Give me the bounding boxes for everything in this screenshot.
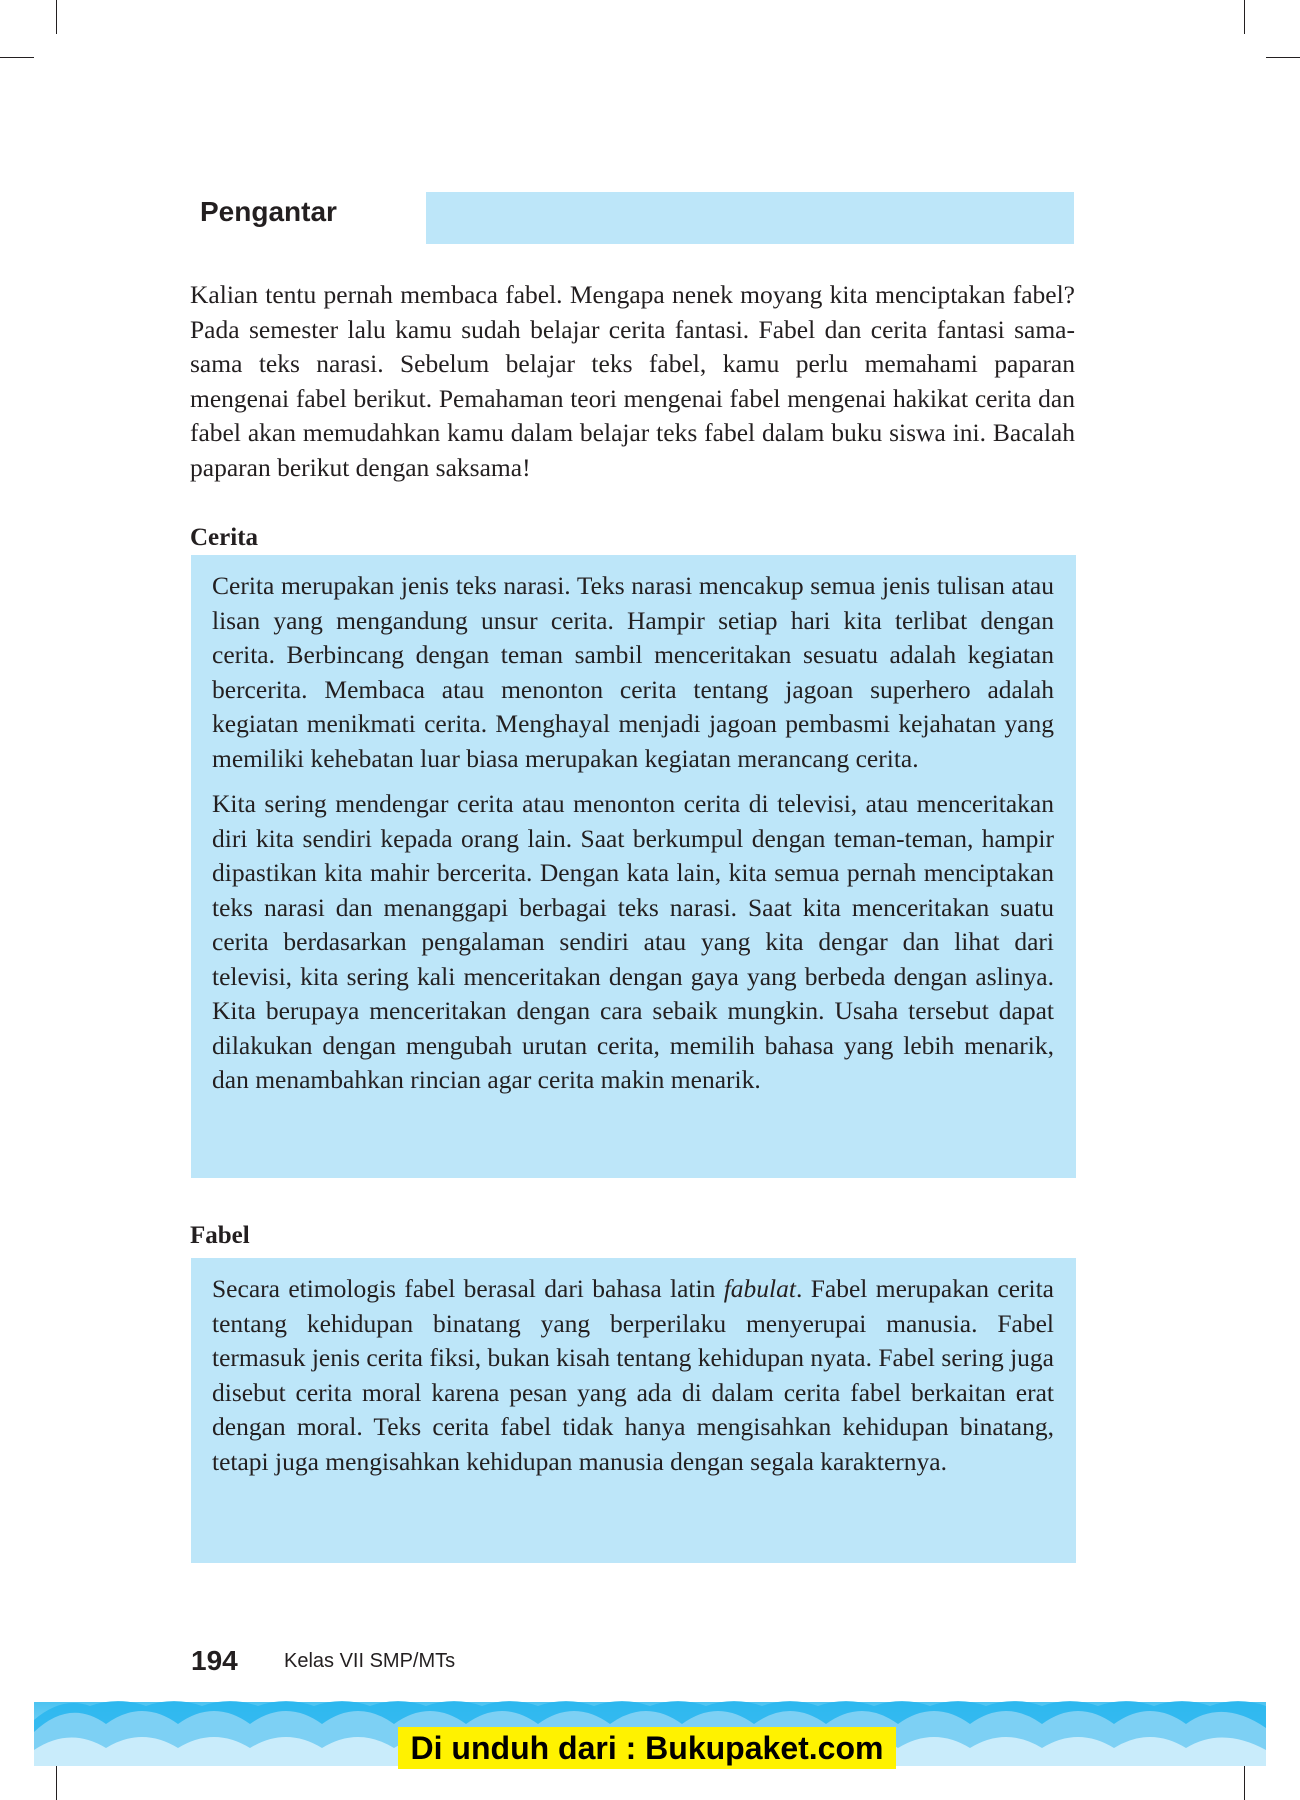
page-number: 194 <box>191 1645 238 1676</box>
crop-mark-bottom-left-v <box>56 1766 57 1800</box>
book-title: Kelas VII SMP/MTs <box>284 1650 456 1672</box>
heading-bar <box>426 192 1074 244</box>
cerita-paragraph-2: Kita sering mendengar cerita atau menonton cerita di televisi, atau menceritakan diri kita sendiri kepada orang lain. Saat berkumpul dengan teman-teman, hampir dipastikan kita mahir bercerita. Dengan kata lain, kita semua pernah menciptakan teks narasi dan menanggapi berbagai teks narasi. Saat kita menceritakan suatu cerita berdasarkan pengalaman sendiri atau yang kita dengar dan lihat dari televisi, kita sering kali menceritakan dengan gaya yang berbeda dengan aslinya. Kita berupaya menceritakan dengan cara sebaik mungkin. Usaha tersebut dapat dilakukan dengan mengubah urutan cerita, memilih bahasa yang lebih menarik, dan menambahkan rincian agar cerita makin menarik. <box>212 789 1054 1094</box>
crop-mark-bottom-right-v <box>1244 1766 1245 1800</box>
cerita-heading: Cerita <box>190 524 259 551</box>
download-watermark[interactable]: Di unduh dari : Bukupaket.com <box>398 1727 896 1769</box>
crop-mark-top-left-h <box>0 57 34 58</box>
crop-mark-top-left-v <box>56 0 57 34</box>
fabel-heading: Fabel <box>190 1222 250 1249</box>
section-heading <box>190 190 1074 244</box>
cerita-box <box>191 555 1076 1178</box>
crop-mark-top-right-v <box>1244 0 1245 34</box>
fabel-box <box>191 1258 1076 1563</box>
fabel-latin-term: fabulat <box>723 1274 796 1303</box>
fabel-text-before: Secara etimologis fabel berasal dari bahasa latin <box>212 1274 724 1303</box>
fabel-text-after: . Fabel merupakan cerita tentang kehidupan binatang yang berperilaku menyerupai manusia. Fabel termasuk jenis cerita fiksi, bukan kisah tentang kehidupan nyata. Fabel sering juga disebut cerita moral karena pesan yang ada di dalam cerita fabel berkaitan erat dengan moral. Teks cerita fabel tidak hanya mengisahkan kehidupan binatang, tetapi juga mengisahkan kehidupan manusia dengan segala karakternya. <box>212 1274 1054 1476</box>
intro-paragraph: Kalian tentu pernah membaca fabel. Mengapa nenek moyang kita menciptakan fabel? Pada semester lalu kamu sudah belajar cerita fantasi. Fabel dan cerita fantasi sama-sama teks narasi. Sebelum belajar teks fabel, kamu perlu memahami paparan mengenai fabel berikut. Pemahaman teori mengenai fabel mengenai hakikat cerita dan fabel akan memudahkan kamu dalam belajar teks fabel dalam buku siswa ini. Bacalah paparan berikut dengan saksama! <box>190 280 1075 482</box>
page-title: Pengantar <box>200 196 337 227</box>
crop-mark-top-right-h <box>1266 57 1300 58</box>
fabel-paragraph <box>212 1272 1054 1479</box>
cerita-paragraph-1: Cerita merupakan jenis teks narasi. Teks narasi mencakup semua jenis tulisan atau lisan yang mengandung unsur cerita. Hampir setiap hari kita terlibat dengan cerita. Berbincang dengan teman sambil menceritakan sesuatu adalah kegiatan bercerita. Membaca atau menonton cerita tentang jagoan superhero adalah kegiatan menikmati cerita. Menghayal menjadi jagoan pembasmi kejahatan yang memiliki kehebatan luar biasa merupakan kegiatan merancang cerita. <box>212 571 1054 773</box>
